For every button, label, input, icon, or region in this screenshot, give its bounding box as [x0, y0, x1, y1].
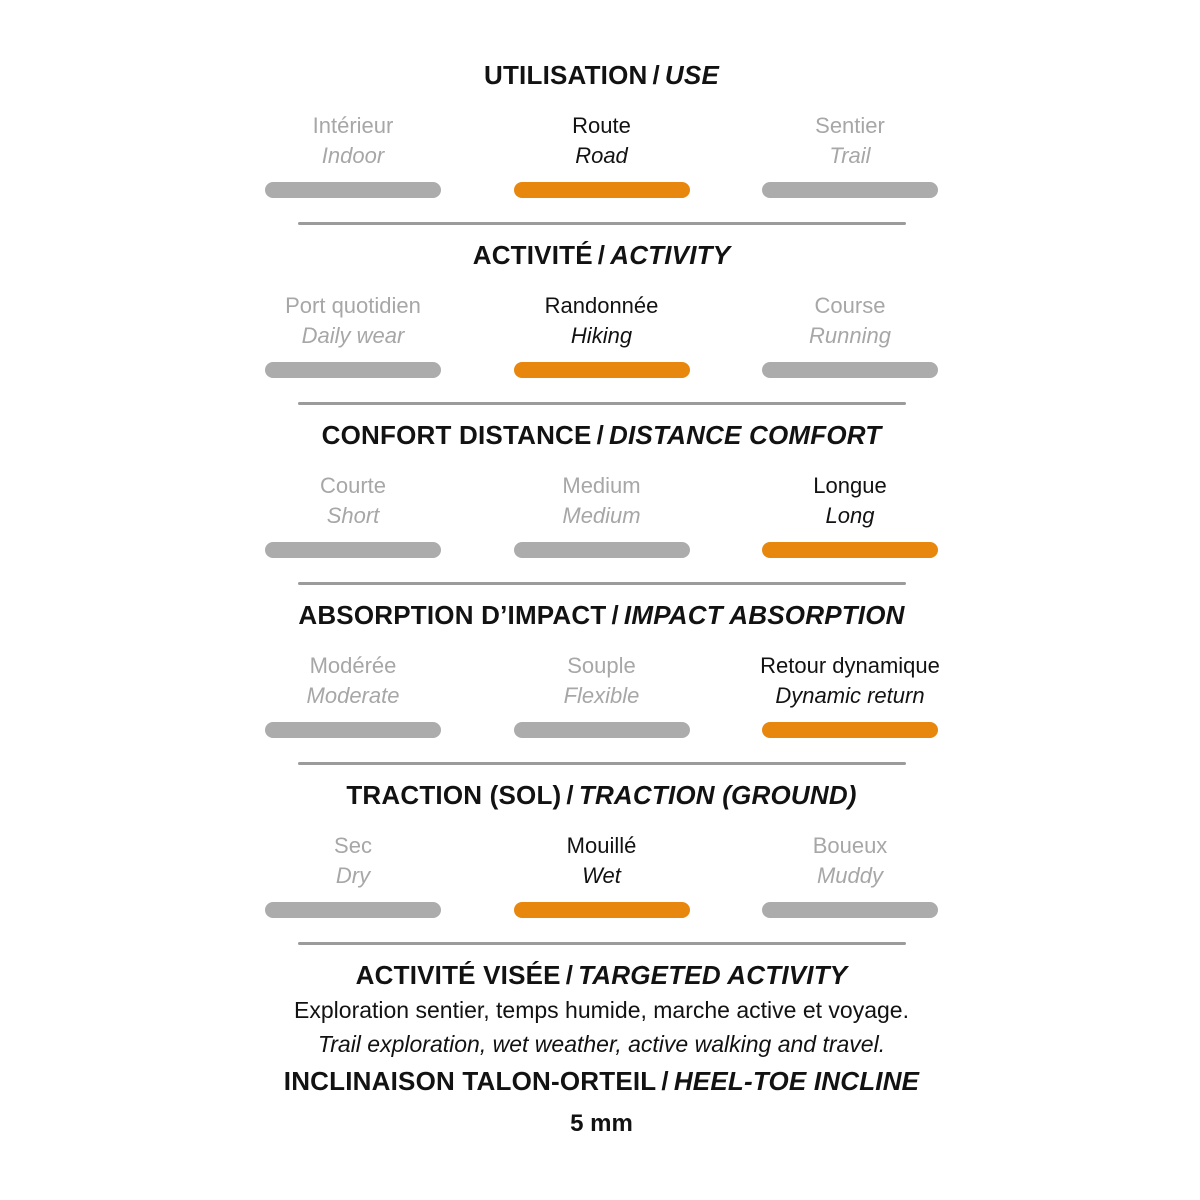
section-title-en: TRACTION (GROUND) [578, 780, 857, 810]
option-moderate [233, 651, 473, 738]
heel-toe-incline-value: 5 mm [570, 1110, 633, 1137]
option-wet [482, 831, 722, 918]
title-separator: / [652, 60, 660, 90]
option-label-en: Dynamic return [775, 683, 925, 708]
section-title-fr: ACTIVITÉ VISÉE [355, 960, 561, 990]
option-label-fr: Route [572, 113, 631, 138]
options-row [233, 651, 970, 738]
option-hiking [482, 291, 722, 378]
section-title-fr: TRACTION (SOL) [346, 780, 562, 810]
section-divider [298, 762, 906, 765]
options-row [233, 831, 970, 918]
option-label-en: Short [326, 503, 380, 528]
rating-bar-selected [514, 362, 690, 378]
rating-bar [265, 902, 441, 918]
option-dry [233, 831, 473, 918]
rating-bar [762, 182, 938, 198]
option-label-fr: Boueux [812, 833, 888, 858]
rating-bar-selected [762, 542, 938, 558]
title-separator: / [597, 240, 606, 270]
option-label-en: Indoor [321, 143, 385, 168]
options-row [233, 291, 970, 378]
section-impact-absorption [233, 597, 970, 765]
rating-bar [762, 902, 938, 918]
option-label-en: Road [575, 143, 628, 168]
option-label-en: Running [809, 323, 891, 348]
option-label-fr: Intérieur [312, 113, 394, 138]
option-label-en: Flexible [563, 683, 640, 708]
option-label-fr: Sentier [815, 113, 885, 138]
section-heel-toe-incline [233, 1063, 970, 1141]
section-title-en: TARGETED ACTIVITY [578, 960, 848, 990]
option-label-en: Muddy [816, 863, 884, 888]
option-label-fr: Souple [567, 653, 636, 678]
option-running [730, 291, 970, 378]
section-use-title [233, 57, 970, 93]
option-long [730, 471, 970, 558]
title-separator: / [611, 600, 619, 630]
option-label-en: Daily wear [301, 323, 405, 348]
section-use [233, 57, 970, 225]
option-label-fr: Retour dynamique [760, 653, 940, 678]
options-row [233, 471, 970, 558]
product-spec-chart [233, 0, 970, 1141]
rating-bar [265, 722, 441, 738]
option-label-fr: Course [814, 293, 886, 318]
section-title-en: USE [664, 60, 719, 90]
title-separator: / [661, 1066, 669, 1096]
section-traction [233, 777, 970, 945]
rating-bar [762, 362, 938, 378]
title-separator: / [596, 420, 605, 450]
section-traction-title [233, 777, 970, 813]
option-trail [730, 111, 970, 198]
option-label-en: Wet [582, 863, 621, 888]
section-divider [298, 402, 906, 405]
option-label-fr: Longue [813, 473, 887, 498]
section-title-fr: UTILISATION [484, 60, 648, 90]
rating-bar-selected [514, 902, 690, 918]
section-title-en: DISTANCE COMFORT [609, 420, 882, 450]
section-activity [233, 237, 970, 405]
option-label-fr: Randonnée [544, 293, 659, 318]
option-label-en: Medium [562, 503, 641, 528]
rating-bar [265, 542, 441, 558]
option-label-en: Trail [829, 143, 871, 168]
rating-bar [265, 182, 441, 198]
section-title-fr: ABSORPTION D’IMPACT [298, 600, 607, 630]
option-label-en: Dry [335, 863, 371, 888]
section-distance-comfort [233, 417, 970, 585]
targeted-activity-title [233, 957, 970, 993]
option-label-fr: Sec [334, 833, 372, 858]
targeted-activity-description-fr: Exploration sentier, temps humide, marche active et voyage. [294, 997, 909, 1023]
option-flexible [482, 651, 722, 738]
title-separator: / [565, 960, 574, 990]
option-label-fr: Mouillé [566, 833, 637, 858]
section-title-en: ACTIVITY [610, 240, 731, 270]
section-title-fr: ACTIVITÉ [472, 240, 593, 270]
rating-bar-selected [762, 722, 938, 738]
heel-toe-incline-title [233, 1063, 970, 1099]
option-label-fr: Port quotidien [285, 293, 421, 318]
section-title-fr: CONFORT DISTANCE [321, 420, 592, 450]
options-row [233, 111, 970, 198]
section-targeted-activity [233, 957, 970, 1061]
option-label-en: Long [825, 503, 875, 528]
section-title-fr: INCLINAISON TALON-ORTEIL [283, 1066, 657, 1096]
option-muddy [730, 831, 970, 918]
title-separator: / [566, 780, 574, 810]
option-dynamic-return [730, 651, 970, 738]
rating-bar-selected [514, 182, 690, 198]
section-divider [298, 222, 906, 225]
section-activity-title [233, 237, 970, 273]
rating-bar [514, 722, 690, 738]
section-divider [298, 582, 906, 585]
option-label-fr: Courte [319, 473, 387, 498]
section-distance-comfort-title [233, 417, 970, 453]
option-indoor [233, 111, 473, 198]
option-label-en: Hiking [570, 323, 633, 348]
option-road [482, 111, 722, 198]
rating-bar [514, 542, 690, 558]
option-short [233, 471, 473, 558]
section-divider [298, 942, 906, 945]
option-label-en: Moderate [306, 683, 400, 708]
rating-bar [265, 362, 441, 378]
option-daily-wear [233, 291, 473, 378]
section-title-en: IMPACT ABSORPTION [623, 600, 905, 630]
option-medium [482, 471, 722, 558]
targeted-activity-description-en: Trail exploration, wet weather, active walking and travel. [317, 1031, 886, 1057]
section-impact-absorption-title [233, 597, 970, 633]
section-title-en: HEEL-TOE INCLINE [673, 1066, 920, 1096]
option-label-fr: Modérée [309, 653, 397, 678]
option-label-fr: Medium [562, 473, 641, 498]
